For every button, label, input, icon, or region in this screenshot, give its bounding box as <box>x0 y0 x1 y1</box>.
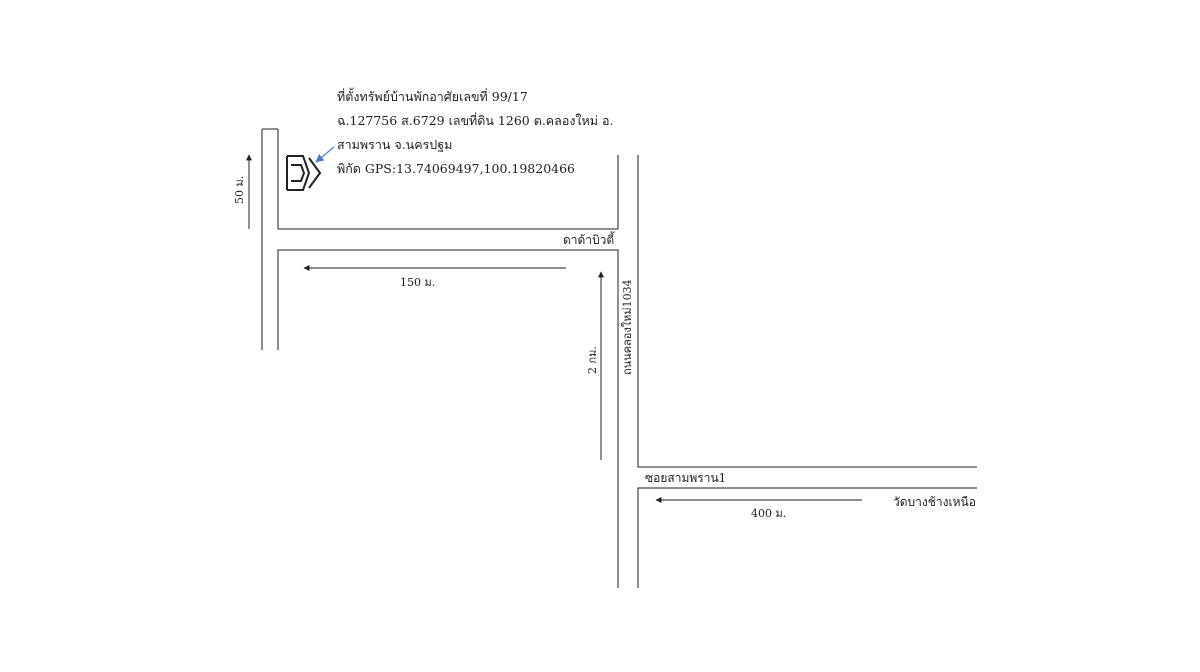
property-marker-icon <box>287 156 320 190</box>
road-horizontal-lower-edge <box>278 250 618 588</box>
road-1034-right-edge <box>638 155 977 467</box>
distance-50m-label: 50 ม. <box>233 175 246 204</box>
wat-bangchang-label: วัดบางช้างเหนือ <box>893 495 976 509</box>
distance-400m-label: 400 ม. <box>751 507 787 520</box>
property-info-line2: ฉ.127756 ส.6729 เลขที่ดิน 1260 ต.คลองใหม่ อ. <box>337 113 614 128</box>
distance-150m-label: 150 ม. <box>400 276 436 289</box>
property-info-gps: พิกัด GPS:13.74069497,100.19820466 <box>337 161 576 176</box>
property-info-line1: ที่ตั้งทรัพย์บ้านพักอาศัยเลขที่ 99/17 <box>337 89 528 104</box>
pointer-arrow-icon <box>316 147 334 162</box>
landmark-dadabuidy-label: ดาด้าบิวตี้ <box>563 233 615 247</box>
soi-samphran-label: ซอยสามพราน1 <box>645 471 727 485</box>
road-1034-label: ถนนคลองใหม่1034 <box>621 279 634 375</box>
property-info-line3: สามพราน จ.นครปฐม <box>337 137 453 152</box>
distance-2km-label: 2 กม. <box>586 346 599 374</box>
